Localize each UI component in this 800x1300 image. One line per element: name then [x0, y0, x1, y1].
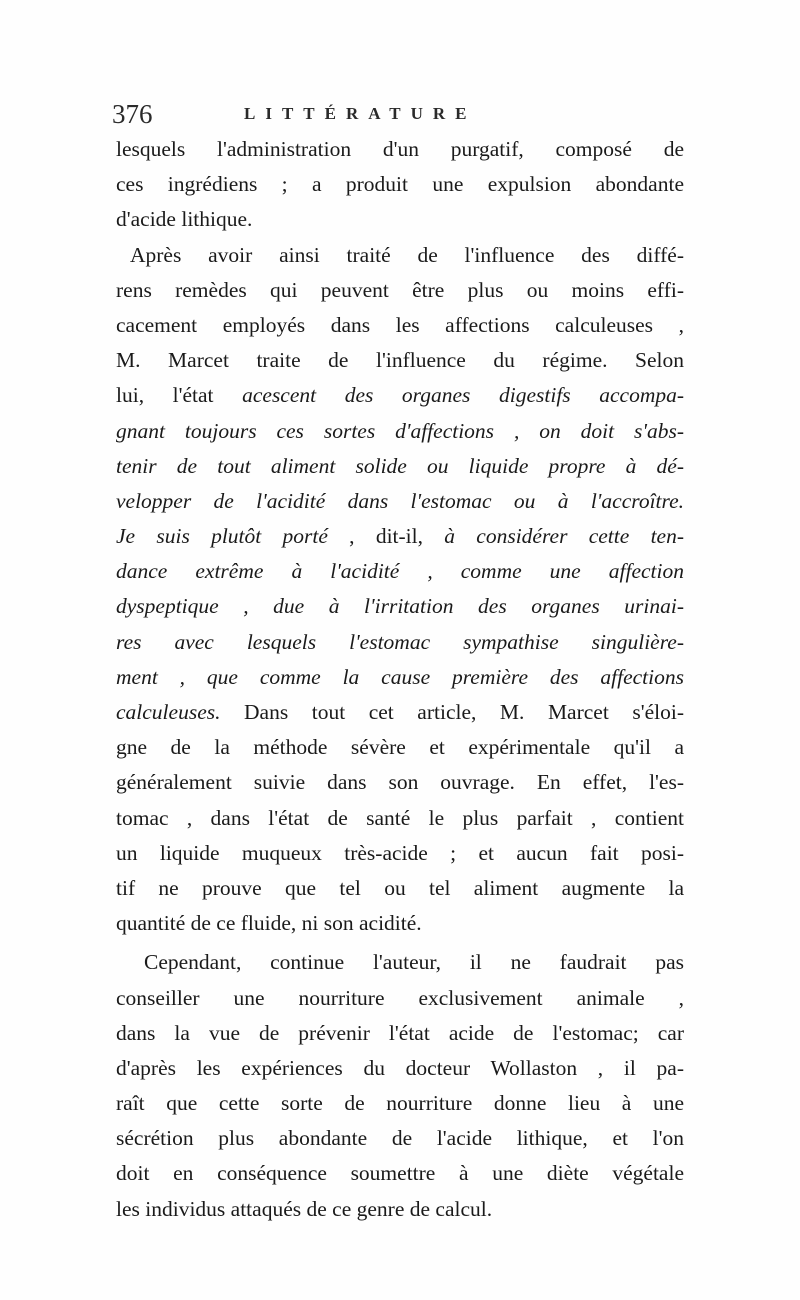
text-segment: d'après les expériences du docteur Wollaston , il pa-: [116, 1055, 684, 1080]
text-line: [116, 273, 684, 308]
text-line: [116, 202, 684, 237]
text-segment: Après avoir ainsi traité de l'influence des diffé-: [130, 242, 684, 267]
text-segment: un liquide muqueux très-acide ; et aucun fait posi-: [116, 840, 684, 865]
text-line: [116, 343, 684, 378]
text-segment: lui, l'état: [116, 383, 243, 408]
italic-text: res avec lesquels l'estomac sympathise singulière-: [116, 629, 684, 654]
italic-text: dance extrême à l'acidité , comme une affection: [116, 559, 684, 584]
text-line: [116, 801, 684, 836]
text-segment: généralement suivie dans son ouvrage. En effet, l'es-: [116, 770, 684, 795]
text-segment: les individus attaqués de ce genre de calcul.: [116, 1196, 493, 1221]
text-line: [116, 695, 684, 730]
text-segment: tif ne prouve que tel ou tel aliment augmente la: [116, 875, 684, 900]
running-title: LITTÉRATURE: [244, 104, 477, 123]
text-segment: , dit-il,: [327, 524, 445, 549]
text-segment: raît que cette sorte de nourriture donne lieu à une: [116, 1091, 684, 1116]
text-segment: ces ingrédiens ; a produit une expulsion abondante: [116, 172, 684, 197]
text-line: [116, 1192, 684, 1227]
text-segment: d'acide lithique.: [116, 207, 253, 232]
italic-text: velopper de l'acidité dans l'estomac ou à l'accroître.: [116, 488, 684, 513]
text-segment: sécrétion plus abondante de l'acide lithique, et l'on: [116, 1126, 684, 1151]
text-line: [116, 945, 684, 980]
italic-text: tenir de tout aliment solide ou liquide propre à dé-: [116, 453, 684, 478]
text-segment: M. Marcet traite de l'influence du régime. Selon: [116, 348, 684, 373]
text-segment: lesquels l'administration d'un purgatif, composé de: [116, 137, 684, 161]
text-segment: cacement employés dans les affections calculeuses ,: [116, 312, 684, 337]
text-line: [116, 660, 684, 695]
body-text: [116, 132, 684, 1227]
text-line: [116, 378, 684, 413]
text-line: [116, 1016, 684, 1051]
text-line: [116, 625, 684, 660]
text-line: [116, 730, 684, 765]
italic-text: à considérer cette ten-: [444, 524, 684, 549]
italic-text: Je suis plutôt porté: [116, 524, 328, 549]
text-segment: Cependant, continue l'auteur, il ne faudrait pas: [144, 950, 684, 975]
text-line: [116, 836, 684, 871]
text-line: [116, 1051, 684, 1086]
italic-text: ment , que comme la cause première des affections: [116, 664, 684, 689]
text-line: [116, 554, 684, 589]
text-line: [116, 765, 684, 800]
text-segment: conseiller une nourriture exclusivement animale ,: [116, 985, 684, 1010]
italic-text: dyspeptique , due à l'irritation des organes urinai-: [116, 594, 684, 619]
text-line: [116, 449, 684, 484]
text-line: [116, 1121, 684, 1156]
text-segment: rens remèdes qui peuvent être plus ou moins effi-: [116, 277, 684, 302]
text-line: [116, 981, 684, 1016]
text-line: [116, 906, 684, 941]
text-line: [116, 1156, 684, 1191]
text-segment: tomac , dans l'état de santé le plus parfait , contient: [116, 805, 684, 830]
text-line: [116, 519, 684, 554]
text-segment: quantité de ce fluide, ni son acidité.: [116, 911, 422, 936]
page-header: [112, 96, 692, 132]
text-line: [116, 1086, 684, 1121]
text-segment: doit en conséquence soumettre à une diète végétale: [116, 1161, 684, 1186]
italic-text: calculeuses.: [116, 700, 221, 724]
text-line: [116, 871, 684, 906]
text-segment: gne de la méthode sévère et expérimentale qu'il a: [116, 735, 684, 760]
text-line: [116, 238, 684, 273]
italic-text: acescent des organes digestifs accompa-: [242, 383, 684, 408]
italic-text: gnant toujours ces sortes d'affections , on doit s'abs-: [116, 418, 684, 443]
text-line: [116, 308, 684, 343]
text-line: [116, 589, 684, 624]
text-segment: Dans tout cet article, M. Marcet s'éloi-: [220, 700, 684, 724]
text-segment: dans la vue de prévenir l'état acide de l'estomac; car: [116, 1020, 684, 1045]
text-line: [116, 167, 684, 202]
page-number: 376: [112, 99, 153, 129]
text-line: [116, 132, 684, 167]
text-line: [116, 414, 684, 449]
text-line: [116, 484, 684, 519]
